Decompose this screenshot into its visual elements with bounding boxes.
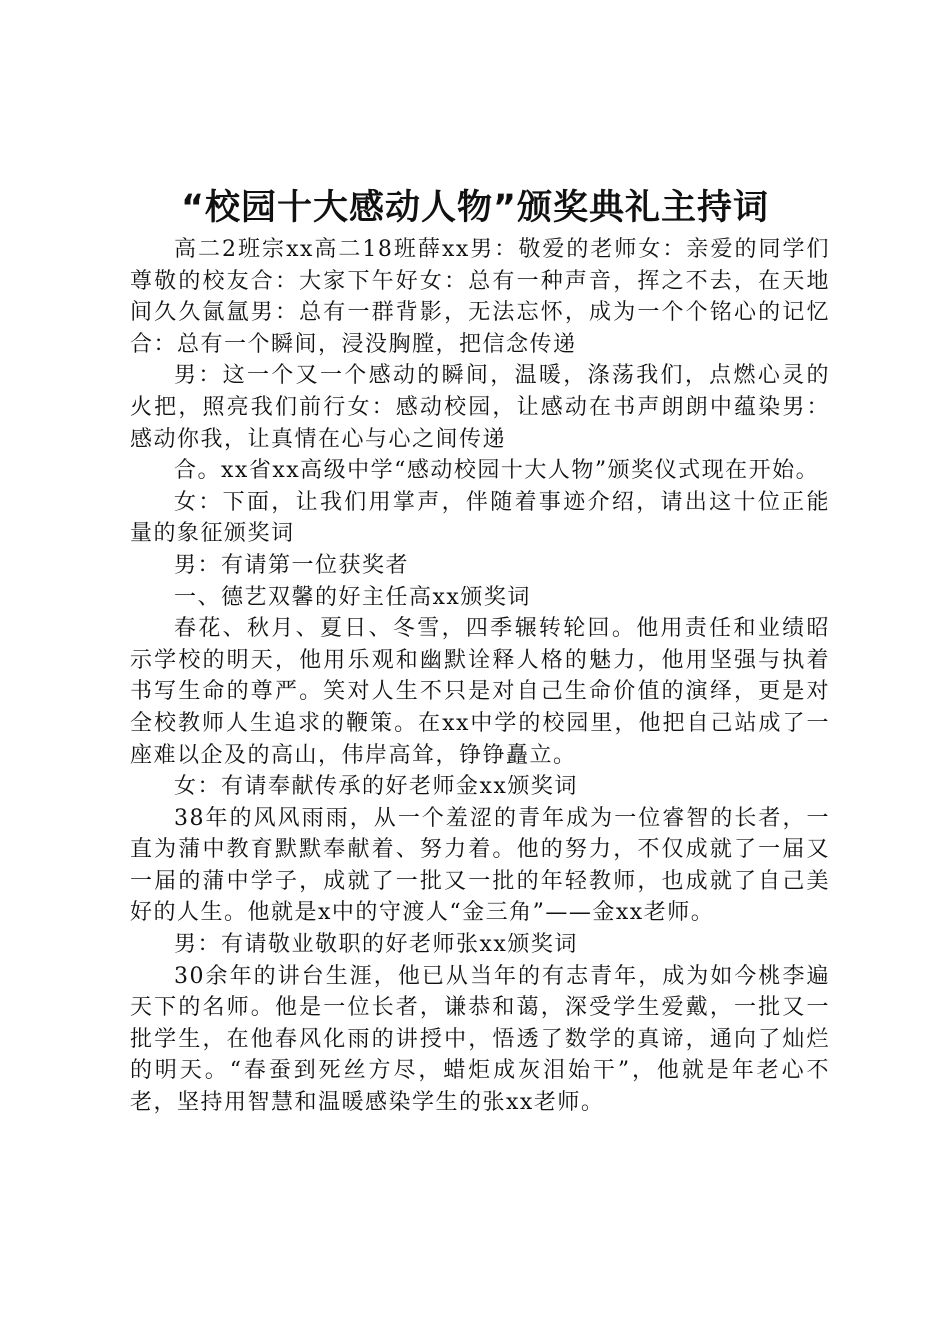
paragraph: 春花、秋月、夏日、冬雪，四季辗转轮回。他用责任和业绩昭示学校的明天，他用乐观和幽默诠释人格的魅力，他用坚强与执着书写生命的尊严。笑对人生不只是对自己生命价值的演绎，更是对全校教师人生追求的鞭策。在xx中学的校园里，他把自己站成了一座难以企及的高山，伟岸高耸，铮铮矗立。	[130, 616, 830, 768]
document-title: “校园十大感动人物”颁奖典礼主持词	[180, 188, 769, 228]
paragraph: 合。xx省xx高级中学“感动校园十大人物”颁奖仪式现在开始。	[174, 458, 820, 484]
paragraph: 女：有请奉献传承的好老师金xx颁奖词	[174, 774, 578, 800]
paragraph: 30余年的讲台生涯，他已从当年的有志青年，成为如今桃李遍天下的名师。他是一位长者，谦恭和蔼，深受学生爱戴，一批又一批学生，在他春风化雨的讲授中，悟透了数学的真谛，通向了灿烂的明天。“春蚕到死丝方尽，蜡炬成灰泪始干”，他就是年老心不老，坚持用智慧和温暖感染学生的张xx老师。	[130, 963, 830, 1116]
paragraph: 男：有请敬业敬职的好老师张xx颁奖词	[174, 932, 578, 958]
paragraph: 38年的风风雨雨，从一个羞涩的青年成为一位睿智的长者，一直为蒲中教育默默奉献着、努力着。他的努力，不仅成就了一届又一届的蒲中学子，成就了一批又一批的年轻教师，也成就了自己美好的人生。他就是x中的守渡人“金三角”——金xx老师。	[130, 805, 830, 926]
paragraph: 男：有请第一位获奖者	[174, 552, 410, 578]
paragraph: 女：下面，让我们用掌声，伴随着事迹介绍，请出这十位正能量的象征颁奖词	[130, 489, 830, 547]
paragraph: 男：这一个又一个感动的瞬间，温暖，涤荡我们，点燃心灵的火把，照亮我们前行女：感动校园，让感动在书声朗朗中蕴染男：感动你我，让真情在心与心之间传递	[130, 363, 830, 452]
paragraph: 高二2班宗xx高二18班薛xx男：敬爱的老师女：亲爱的同学们尊敬的校友合：大家下午好女：总有一种声音，挥之不去，在天地间久久氤氲男：总有一群背影，无法忘怀，成为一个个铭心的记忆合：总有一个瞬间，浸没胸膛，把信念传递	[130, 237, 830, 357]
document-body	[130, 234, 830, 1119]
paragraph: 一、德艺双馨的好主任高xx颁奖词	[174, 584, 531, 610]
